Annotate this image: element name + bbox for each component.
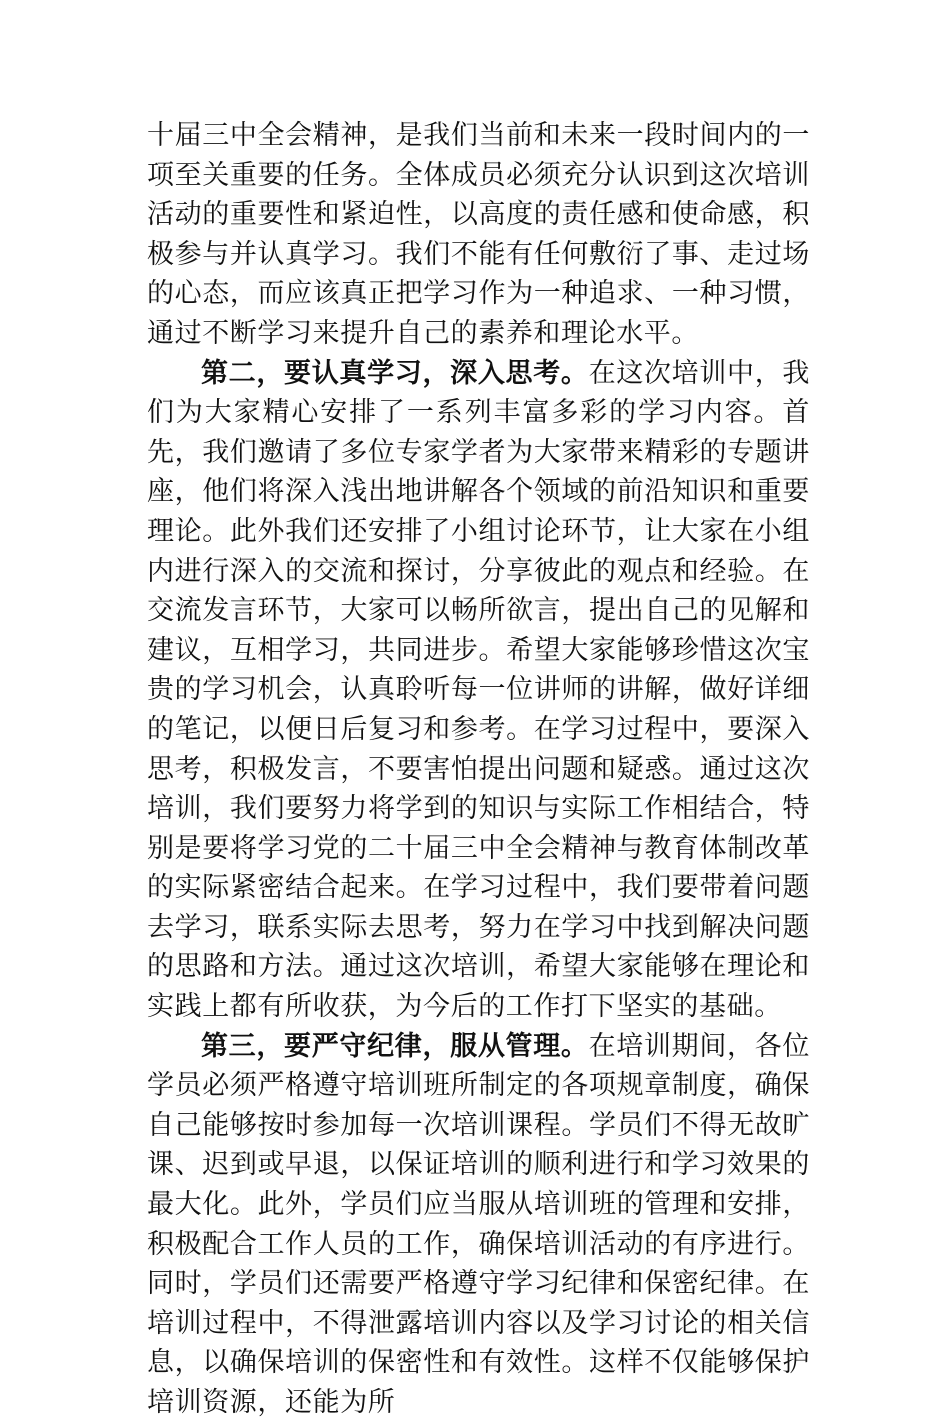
paragraph-third-point [147,1027,810,1423]
paragraph-heading: 第三，要严守纪律，服从管理。 [201,1030,589,1062]
paragraph-heading: 第二，要认真学习，深入思考。 [201,357,589,389]
paragraph-body: 十届三中全会精神，是我们当前和未来一段时间内的一项至关重要的任务。全体成员必须充分认识到这次培训活动的重要性和紧迫性，以高度的责任感和使命感，积极参与并认真学习。我们不能有任何敷衍了事、走过场的心态，而应该真正把学习作为一种追求、一种习惯，通过不断学习来提升自己的素养和理论水平。 [147,120,810,349]
paragraph-body: 在培训期间，各位学员必须严格遵守培训班所制定的各项规章制度，确保自己能够按时参加每一次培训课程。学员们不得无故旷课、迟到或早退，以保证培训的顺利进行和学习效果的最大化。此外，学员们应当服从培训班的管理和安排，积极配合工作人员的工作，确保培训活动的有序进行。同时，学员们还需要严格遵守学习纪律和保密纪律。在培训过程中，不得泄露培训内容以及学习讨论的相关信息，以确保培训的保密性和有效性。这样不仅能够保护培训资源，还能为所 [147,1030,810,1418]
paragraph-continued [147,116,810,354]
paragraph-second-point [147,354,810,1027]
paragraph-body: 在这次培训中，我们为大家精心安排了一系列丰富多彩的学习内容。首先，我们邀请了多位专家学者为大家带来精彩的专题讲座，他们将深入浅出地讲解各个领域的前沿知识和重要理论。此外我们还安排了小组讨论环节，让大家在小组内进行深入的交流和探讨，分享彼此的观点和经验。在交流发言环节，大家可以畅所欲言，提出自己的见解和建议，互相学习，共同进步。希望大家能够珍惜这次宝贵的学习机会，认真聆听每一位讲师的讲解，做好详细的笔记，以便日后复习和参考。在学习过程中，要深入思考，积极发言，不要害怕提出问题和疑惑。通过这次培训，我们要努力将学到的知识与实际工作相结合，特别是要将学习党的二十届三中全会精神与教育体制改革的实际紧密结合起来。在学习过程中，我们要带着问题去学习，联系实际去思考，努力在学习中找到解决问题的思路和方法。通过这次培训，希望大家能够在理论和实践上都有所收获，为今后的工作打下坚实的基础。 [147,357,810,1023]
document-body [147,116,810,1423]
